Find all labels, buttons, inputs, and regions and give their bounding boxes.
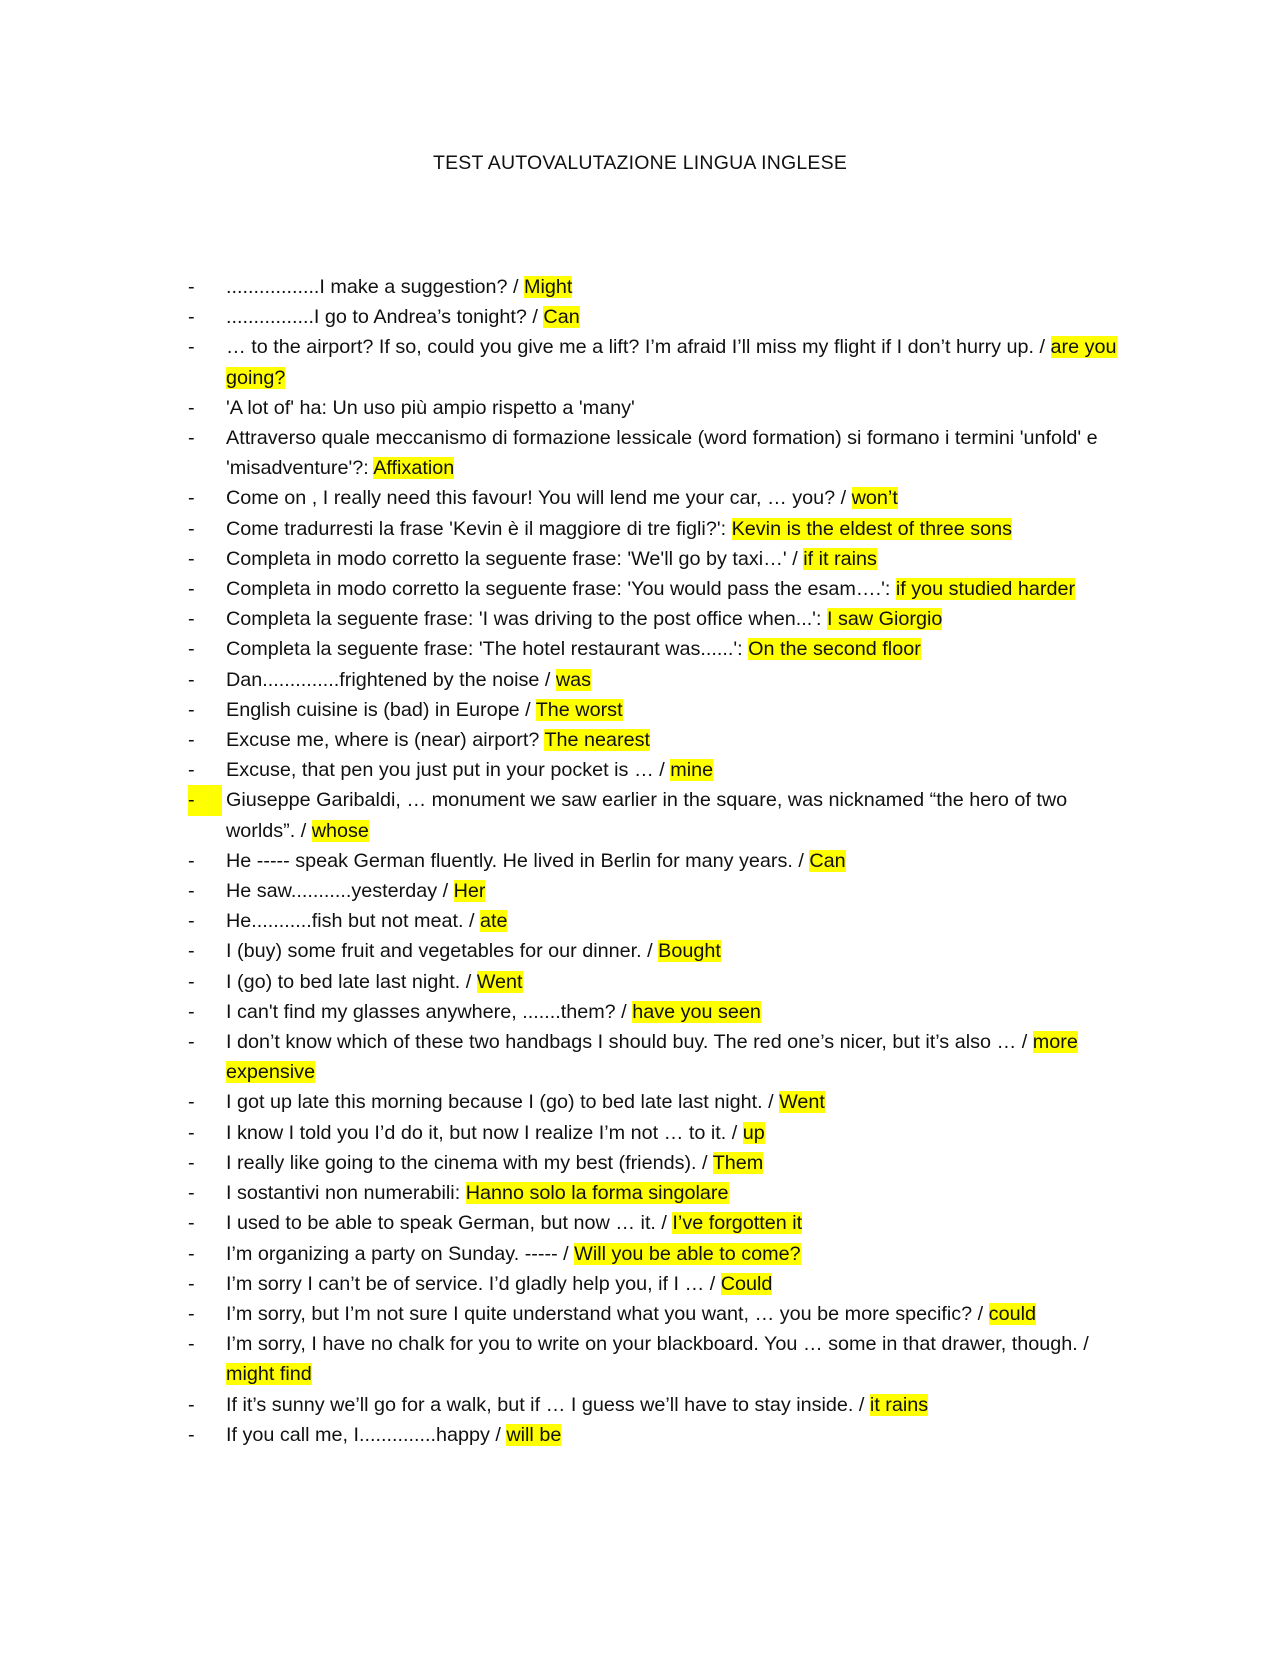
question-text: … to the airport? If so, could you give me a lift? I’m afraid I’ll miss my flight if I don’t hurry up. / xyxy=(226,336,1051,359)
question-item xyxy=(188,1329,1118,1389)
bullet-dash: - xyxy=(188,1091,195,1114)
bullet-dash: - xyxy=(188,1333,195,1356)
question-text: I’m sorry I can’t be of service. I’d gladly help you, if I … / xyxy=(226,1272,721,1295)
bullet-dash: - xyxy=(188,1212,195,1235)
question-item xyxy=(188,695,1118,725)
question-text: Excuse me, where is (near) airport? xyxy=(226,729,545,752)
bullet-dash: - xyxy=(188,517,195,540)
bullet-dash: - xyxy=(188,1031,195,1054)
bullet-dash: - xyxy=(188,1151,195,1174)
question-text: Completa la seguente frase: 'The hotel restaurant was......': xyxy=(226,638,749,661)
question-item xyxy=(188,755,1118,785)
document-title: TEST AUTOVALUTAZIONE LINGUA INGLESE xyxy=(432,152,848,174)
answer-highlight: Will you be able to come? xyxy=(574,1242,801,1265)
bullet-dash: - xyxy=(188,1000,195,1023)
answer-highlight: could xyxy=(988,1302,1036,1325)
answer-highlight: I saw Giorgio xyxy=(826,608,943,631)
question-item xyxy=(188,1269,1118,1299)
bullet-dash: - xyxy=(188,849,195,872)
answer-highlight: Hanno solo la forma singolare xyxy=(465,1182,729,1205)
answer-highlight: more expensive xyxy=(226,1031,1078,1084)
answer-highlight: Could xyxy=(720,1272,773,1295)
question-item xyxy=(188,1148,1118,1178)
question-item xyxy=(188,302,1118,332)
answer-highlight: won’t xyxy=(851,487,898,510)
answer-highlight: Can xyxy=(809,849,846,872)
question-item xyxy=(188,634,1118,664)
question-list xyxy=(188,272,1118,1450)
answer-highlight: are you going? xyxy=(226,336,1117,389)
bullet-dash: - xyxy=(188,910,195,933)
bullet-dash: - xyxy=(188,276,195,298)
question-text: I’m sorry, I have no chalk for you to write on your blackboard. You … some in that drawer, though. / xyxy=(226,1333,1089,1356)
bullet-dash: - xyxy=(188,1393,195,1416)
bullet-dash: - xyxy=(188,1242,195,1265)
answer-highlight: I’ve forgotten it xyxy=(672,1212,803,1235)
question-item xyxy=(188,665,1118,695)
question-item xyxy=(188,1027,1118,1087)
question-item xyxy=(188,1299,1118,1329)
question-text: If it’s sunny we’ll go for a walk, but if … I guess we’ll have to stay inside. / xyxy=(226,1393,870,1416)
question-item xyxy=(188,1420,1118,1450)
bullet-dash: - xyxy=(188,608,195,631)
question-item xyxy=(188,1208,1118,1238)
question-item xyxy=(188,1087,1118,1117)
question-item xyxy=(188,544,1118,574)
question-text: He ----- speak German fluently. He lived in Berlin for many years. / xyxy=(226,849,810,872)
question-item xyxy=(188,1390,1118,1420)
question-text: 'A lot of' ha: Un uso più ampio rispetto a 'many' xyxy=(226,396,635,419)
answer-highlight: was xyxy=(555,668,592,691)
question-text: I know I told you I’d do it, but now I realize I’m not … to it. / xyxy=(226,1121,743,1144)
question-text: Completa la seguente frase: 'I was driving to the post office when...': xyxy=(226,608,827,631)
question-text: Excuse, that pen you just put in your pocket is … / xyxy=(226,759,671,782)
question-text: English cuisine is (bad) in Europe / xyxy=(226,698,536,721)
question-item xyxy=(188,514,1118,544)
question-text: I sostantivi non numerabili: xyxy=(226,1182,466,1205)
question-text: I (go) to bed late last night. / xyxy=(226,970,477,993)
answer-highlight: might find xyxy=(226,1363,312,1386)
question-item xyxy=(188,272,1118,302)
question-text: I got up late this morning because I (go) to bed late last night. / xyxy=(226,1091,780,1114)
answer-highlight: Went xyxy=(476,970,523,993)
bullet-dash: - xyxy=(188,880,195,903)
bullet-dash: - xyxy=(188,638,195,661)
bullet-dash: - xyxy=(188,1272,195,1295)
question-item xyxy=(188,936,1118,966)
question-text: Giuseppe Garibaldi, … monument we saw earlier in the square, was nicknamed “the hero of two worlds”. / xyxy=(226,789,1068,842)
question-item xyxy=(188,483,1118,513)
answer-highlight: Affixation xyxy=(373,457,455,480)
bullet-dash: - xyxy=(188,970,195,993)
bullet-dash: - xyxy=(188,1182,195,1205)
question-text: Completa in modo corretto la seguente frase: 'You would pass the esam….': xyxy=(226,578,896,601)
answer-highlight: if you studied harder xyxy=(895,578,1076,601)
question-item xyxy=(188,725,1118,755)
question-item xyxy=(188,906,1118,936)
bullet-dash: - xyxy=(188,427,195,450)
question-item xyxy=(188,1118,1118,1148)
bullet-dash-highlighted: - xyxy=(188,785,222,815)
bullet-dash: - xyxy=(188,578,195,601)
question-item xyxy=(188,967,1118,997)
question-text: I can't find my glasses anywhere, .......them? / xyxy=(226,1000,633,1023)
bullet-dash: - xyxy=(188,547,195,570)
answer-highlight: Can xyxy=(543,306,580,329)
answer-highlight: will be xyxy=(506,1423,562,1446)
answer-highlight: Bought xyxy=(658,940,721,963)
answer-highlight: whose xyxy=(311,819,369,842)
question-text: I don’t know which of these two handbags I should buy. The red one’s nicer, but it’s also … / xyxy=(226,1031,1033,1054)
bullet-dash: - xyxy=(188,1302,195,1325)
question-item xyxy=(188,876,1118,906)
bullet-dash: - xyxy=(188,940,195,963)
bullet-dash: - xyxy=(188,668,195,691)
bullet-dash: - xyxy=(188,487,195,510)
question-text: I (buy) some fruit and vegetables for our dinner. / xyxy=(226,940,659,963)
question-text: I’m sorry, but I’m not sure I quite understand what you want, … you be more specific? / xyxy=(226,1302,989,1325)
question-text: I really like going to the cinema with my best (friends). / xyxy=(226,1151,713,1174)
answer-highlight: up xyxy=(742,1121,765,1144)
question-text: Come tradurresti la frase 'Kevin è il maggiore di tre figli?': xyxy=(226,517,732,540)
question-text: ................I go to Andrea’s tonight? / xyxy=(226,306,544,329)
answer-highlight: Them xyxy=(712,1151,764,1174)
answer-highlight: The nearest xyxy=(544,729,651,752)
question-item xyxy=(188,332,1118,392)
question-text: I used to be able to speak German, but now … it. / xyxy=(226,1212,673,1235)
bullet-dash: - xyxy=(188,306,195,329)
question-text: .................I make a suggestion? / xyxy=(226,276,524,298)
question-text: I’m organizing a party on Sunday. ----- / xyxy=(226,1242,575,1265)
question-text: Completa in modo corretto la seguente frase: 'We'll go by taxi…' / xyxy=(226,547,804,570)
question-item xyxy=(188,846,1118,876)
question-item xyxy=(188,393,1118,423)
question-item xyxy=(188,785,1118,845)
answer-highlight: it rains xyxy=(869,1393,929,1416)
question-text: If you call me, I..............happy / xyxy=(226,1423,507,1446)
answer-highlight: On the second floor xyxy=(748,638,921,661)
answer-highlight: Might xyxy=(523,276,573,298)
question-text: Attraverso quale meccanismo di formazione lessicale (word formation) si formano i termini 'unfold' e 'misadventure'?: xyxy=(226,427,1098,480)
answer-highlight: The worst xyxy=(535,698,623,721)
question-item xyxy=(188,1178,1118,1208)
answer-highlight: Kevin is the eldest of three sons xyxy=(731,517,1012,540)
question-item xyxy=(188,574,1118,604)
bullet-dash: - xyxy=(188,1121,195,1144)
answer-highlight: Her xyxy=(453,880,486,903)
answer-highlight: Went xyxy=(779,1091,825,1114)
answer-highlight: have you seen xyxy=(632,1000,761,1023)
question-text: Come on , I really need this favour! You will lend me your car, … you? / xyxy=(226,487,852,510)
question-text: He saw...........yesterday / xyxy=(226,880,454,903)
bullet-dash: - xyxy=(188,729,195,752)
answer-highlight: if it rains xyxy=(803,547,877,570)
question-item xyxy=(188,604,1118,634)
bullet-dash: - xyxy=(188,698,195,721)
bullet-dash: - xyxy=(188,759,195,782)
bullet-dash: - xyxy=(188,336,195,359)
question-text: Dan..............frightened by the noise / xyxy=(226,668,556,691)
answer-highlight: ate xyxy=(479,910,508,933)
question-text: He...........fish but not meat. / xyxy=(226,910,480,933)
bullet-dash: - xyxy=(188,396,195,419)
question-item xyxy=(188,997,1118,1027)
question-item xyxy=(188,423,1118,483)
bullet-dash: - xyxy=(188,1423,195,1446)
question-item xyxy=(188,1239,1118,1269)
answer-highlight: mine xyxy=(670,759,714,782)
